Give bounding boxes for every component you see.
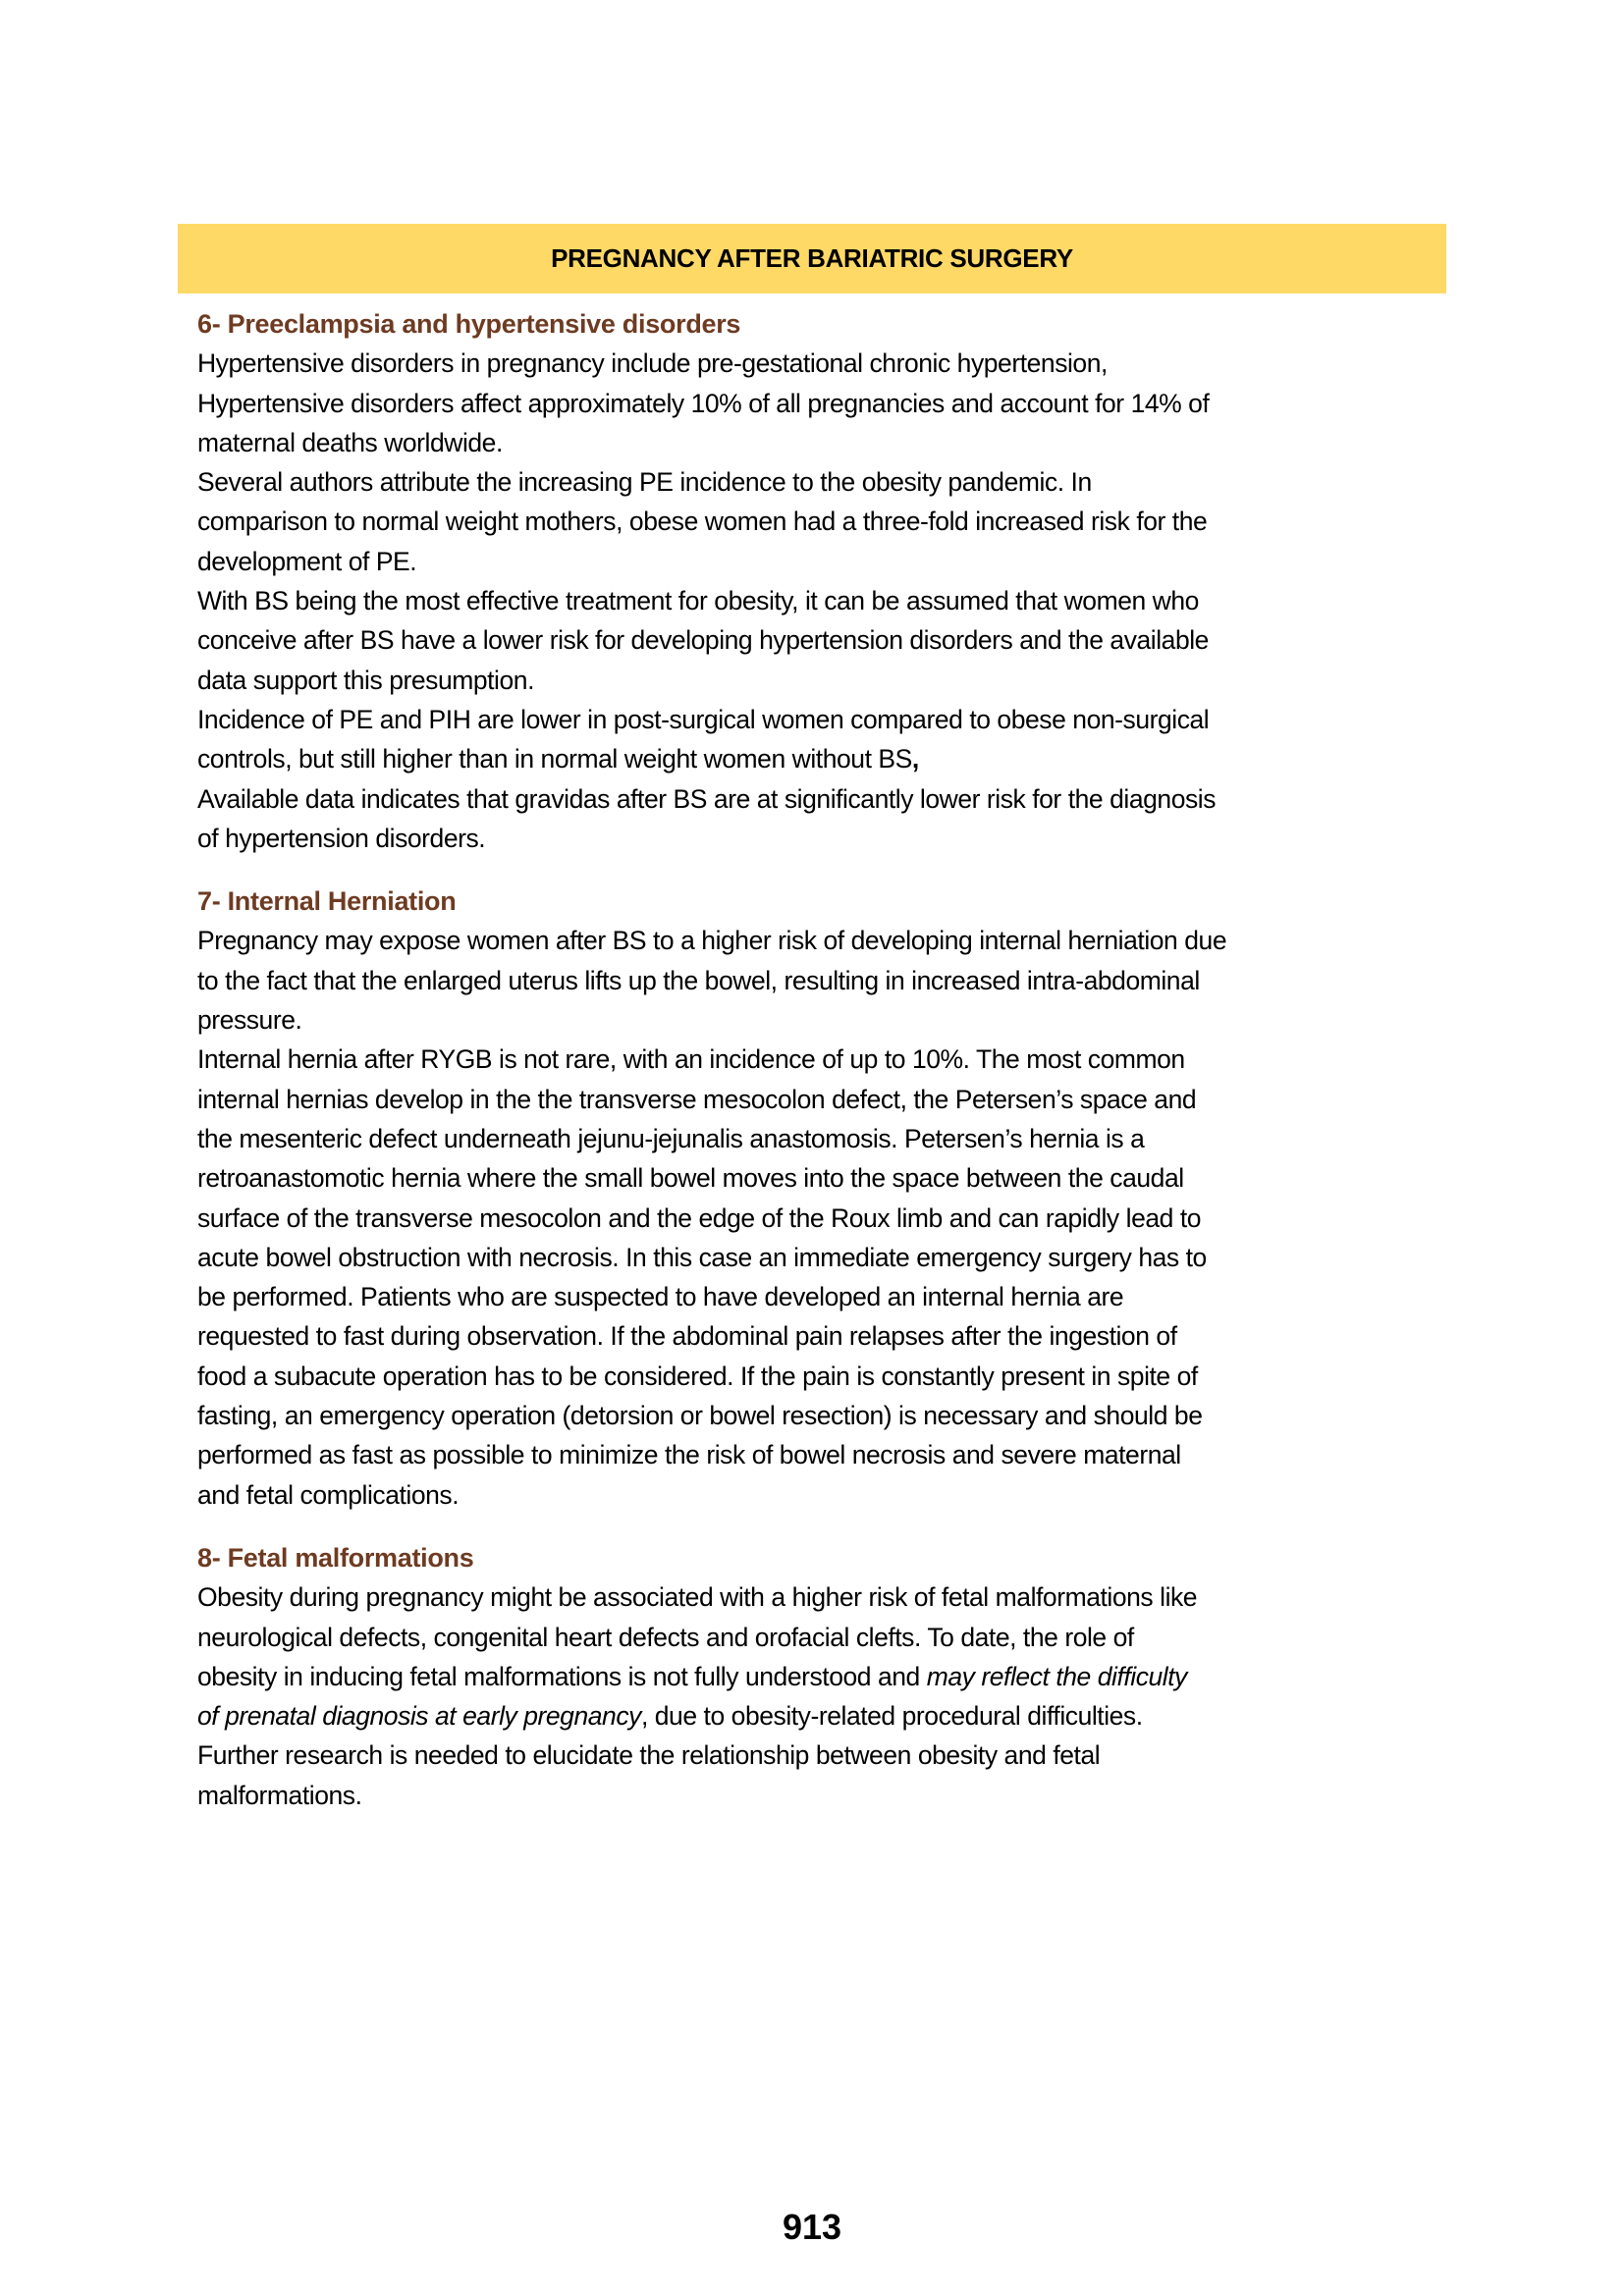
text-line: comparison to normal weight mothers, obese women had a three-fold increased risk for the [197,507,1208,537]
italic-text-span: may reflect the difficulty [926,1661,1187,1691]
text-line [197,1696,1464,1735]
text-line: Further research is needed to elucidate the relationship between obesity and fetal [197,1740,1101,1771]
text-line: food a subacute operation has to be considered. If the pain is constantly present in spite of [197,1361,1198,1391]
text-span: , due to obesity-related procedural difficulties. [640,1701,1143,1732]
text-line: Incidence of PE and PIH are lower in post-surgical women compared to obese non-surgical [197,704,1210,734]
text-line: Internal hernia after RYGB is not rare, with an incidence of up to 10%. The most common [197,1044,1185,1075]
text-line: surface of the transverse mesocolon and the edge of the Roux limb and can rapidly lead to [197,1202,1202,1233]
text-line: acute bowel obstruction with necrosis. In this case an immediate emergency surgery has to [197,1242,1207,1272]
section-heading: 7- Internal Herniation [197,886,457,917]
text-line: the mesenteric defect underneath jejunu-jejunalis anastomosis. Petersen’s hernia is a [197,1123,1145,1153]
text-line: data support this presumption. [197,665,534,695]
section-fetal-malformations [197,1538,1464,1815]
text-line: internal hernias develop in the the transverse mesocolon defect, the Petersen’s space and [197,1084,1197,1114]
text-line: requested to fast during observation. If the abdominal pain relapses after the ingestion of [197,1321,1177,1352]
section-heading: 6- Preeclampsia and hypertensive disorders [197,309,741,339]
text-line: development of PE. [197,546,417,576]
text-line [197,1657,1464,1696]
text-line: of hypertension disorders. [197,823,486,853]
page-number: 913 [782,2207,842,2247]
text-line: be performed. Patients who are suspected to have developed an internal hernia are [197,1282,1124,1312]
text-line: With BS being the most effective treatment for obesity, it can be assumed that women who [197,586,1199,616]
text-line: Pregnancy may expose women after BS to a higher risk of developing internal herniation due [197,926,1227,956]
italic-text-span: of prenatal diagnosis at early pregnancy [197,1701,641,1732]
text-line: neurological defects, congenital heart defects and orofacial clefts. To date, the role of [197,1622,1134,1652]
text-line: Obesity during pregnancy might be associated with a higher risk of fetal malformations like [197,1582,1198,1613]
banner-title: PREGNANCY AFTER BARIATRIC SURGERY [551,243,1073,273]
text-line [197,739,1464,778]
text-span: obesity in inducing fetal malformations is not fully understood and [197,1661,927,1691]
text-line: malformations. [197,1780,362,1810]
text-line: to the fact that the enlarged uterus lifts up the bowel, resulting in increased intra-abdominal [197,965,1200,995]
text-line: maternal deaths worldwide. [197,427,503,457]
bold-comma: , [911,744,919,774]
text-line: performed as fast as possible to minimize the risk of bowel necrosis and severe maternal [197,1440,1181,1470]
section-heading: 8- Fetal malformations [197,1542,474,1573]
text-span: controls, but still higher than in normal weight women without BS [197,744,912,774]
text-line: pressure. [197,1005,302,1036]
text-line: retroanastomotic hernia where the small bowel moves into the space between the caudal [197,1163,1184,1194]
text-line: Hypertensive disorders in pregnancy include pre-gestational chronic hypertension, [197,348,1108,379]
text-line: conceive after BS have a lower risk for developing hypertension disorders and the available [197,625,1209,656]
text-line: Several authors attribute the increasing PE incidence to the obesity pandemic. In [197,467,1092,498]
section-preeclampsia [197,304,1464,858]
text-line: Hypertensive disorders affect approximately 10% of all pregnancies and account for 14% of [197,388,1210,418]
text-line: fasting, an emergency operation (detorsion or bowel resection) is necessary and should be [197,1401,1203,1431]
section-banner [178,224,1446,294]
document-body [197,304,1464,1815]
text-line: and fetal complications. [197,1479,460,1510]
section-internal-herniation [197,881,1464,1515]
text-line: Available data indicates that gravidas after BS are at significantly lower risk for the diagnosis [197,783,1217,814]
